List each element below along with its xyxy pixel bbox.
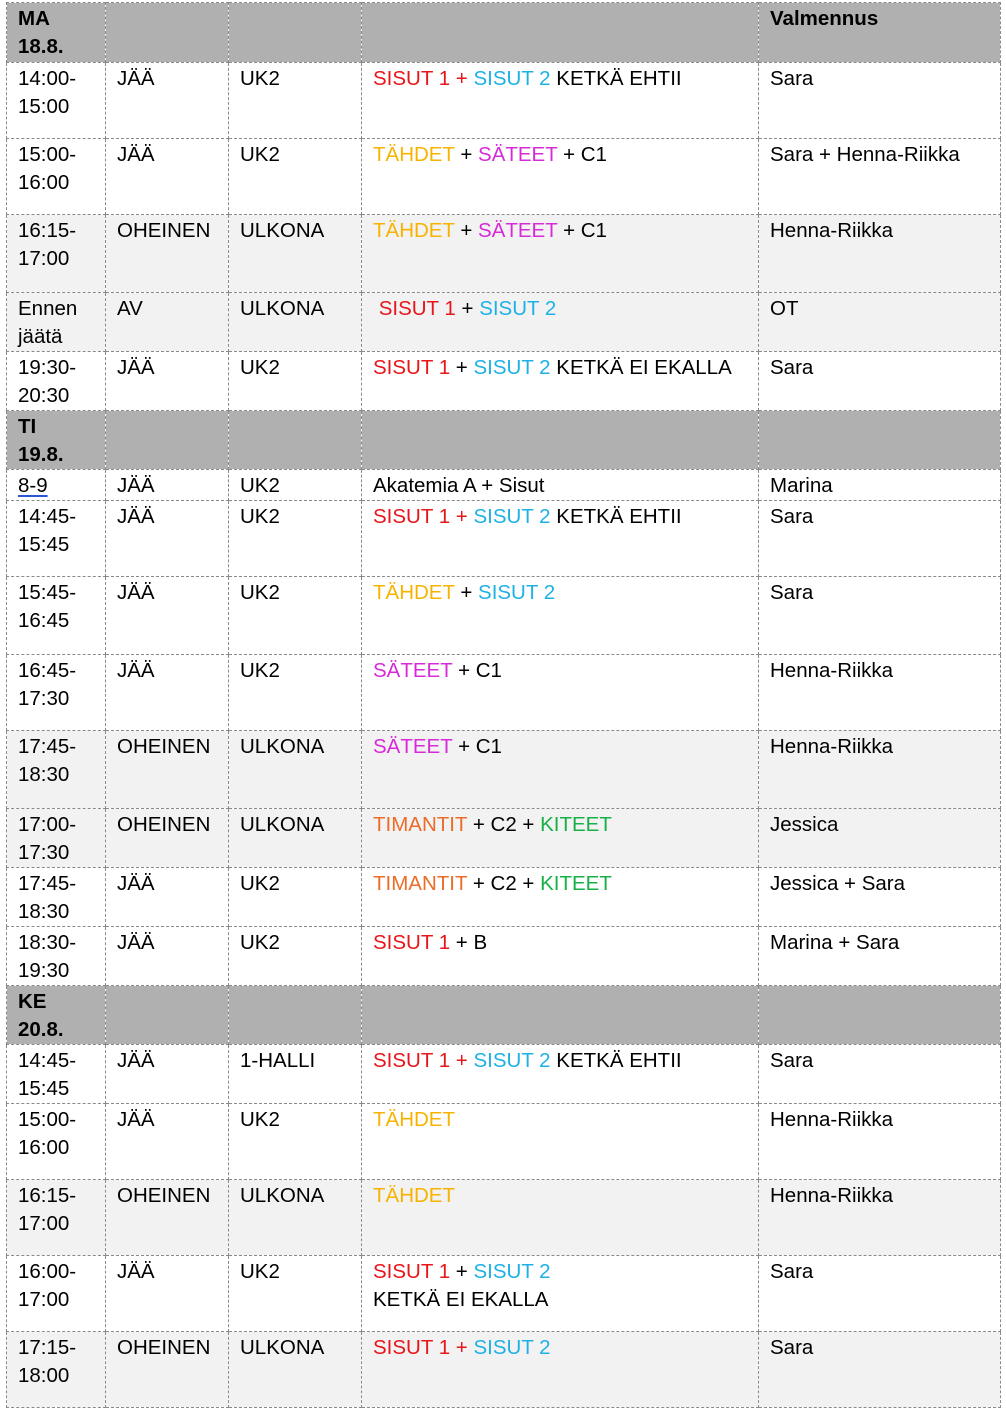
- session-groups: [362, 1332, 759, 1408]
- session-type-text: OHEINEN: [117, 813, 211, 836]
- session-coach: [759, 293, 1001, 352]
- session-time: [7, 1256, 106, 1332]
- session-type-text: JÄÄ: [117, 931, 155, 954]
- group-label: +: [450, 505, 474, 528]
- session-type: [106, 139, 229, 215]
- session-time: [7, 655, 106, 731]
- group-label: +: [454, 581, 479, 604]
- session-type: [106, 731, 229, 809]
- session-time-text: 14:00- 15:00: [18, 67, 77, 118]
- training-schedule-table: [6, 2, 1001, 1408]
- session-time-text: 16:15- 17:00: [18, 1184, 77, 1235]
- session-time-text: 17:45- 18:30: [18, 735, 77, 786]
- session-type: [106, 501, 229, 577]
- group-label: SISUT 2: [473, 67, 551, 90]
- session-coach-text: Jessica + Sara: [770, 872, 906, 895]
- session-location: [229, 1104, 362, 1180]
- group-label: +: [454, 219, 479, 242]
- group-label: TÄHDET: [373, 1108, 455, 1131]
- session-row: [7, 577, 1001, 655]
- session-type: [106, 1332, 229, 1408]
- session-location-text: 1-HALLI: [240, 1049, 316, 1072]
- session-type-text: JÄÄ: [117, 659, 155, 682]
- group-label: SISUT 2: [473, 356, 551, 379]
- session-time: [7, 927, 106, 986]
- day-header-empty-cell: [229, 3, 362, 63]
- group-label: KETKÄ EHTII: [550, 67, 682, 90]
- session-location: [229, 927, 362, 986]
- session-time-text: 15:45- 16:45: [18, 581, 77, 632]
- session-groups: [362, 352, 759, 411]
- session-coach: [759, 868, 1001, 927]
- group-label: +: [455, 297, 480, 320]
- session-coach: [759, 215, 1001, 293]
- session-row: [7, 139, 1001, 215]
- session-location-text: UK2: [240, 931, 280, 954]
- session-location-text: UK2: [240, 1108, 280, 1131]
- session-time: [7, 293, 106, 352]
- session-location-text: UK2: [240, 1260, 280, 1283]
- session-coach: [759, 1045, 1001, 1104]
- session-time-text: 16:15- 17:00: [18, 219, 77, 270]
- group-label: TÄHDET: [373, 581, 455, 604]
- group-label: SÄTEET: [478, 143, 558, 166]
- session-coach: [759, 1256, 1001, 1332]
- day-label: [7, 411, 106, 470]
- session-location: [229, 809, 362, 868]
- day-header-empty-cell: [362, 411, 759, 470]
- session-coach: [759, 352, 1001, 411]
- session-row: [7, 1332, 1001, 1408]
- session-groups: [362, 63, 759, 139]
- schedule-body: [7, 3, 1001, 1408]
- day-header-empty-cell: [362, 3, 759, 63]
- session-coach: [759, 809, 1001, 868]
- session-location: [229, 1256, 362, 1332]
- session-time: [7, 1104, 106, 1180]
- session-coach: [759, 731, 1001, 809]
- session-row: [7, 868, 1001, 927]
- session-groups: [362, 655, 759, 731]
- session-type: [106, 927, 229, 986]
- session-type-text: JÄÄ: [117, 67, 155, 90]
- session-location: [229, 293, 362, 352]
- group-label: TÄHDET: [373, 1184, 455, 1207]
- day-header-row: [7, 3, 1001, 63]
- session-coach-text: Henna-Riikka: [770, 659, 894, 682]
- session-row: [7, 352, 1001, 411]
- session-location: [229, 577, 362, 655]
- session-type: [106, 215, 229, 293]
- session-location: [229, 731, 362, 809]
- session-row: [7, 1045, 1001, 1104]
- session-time-text: 17:15- 18:00: [18, 1336, 77, 1387]
- session-type-text: JÄÄ: [117, 356, 155, 379]
- group-label: SISUT 1: [373, 356, 451, 379]
- session-groups: [362, 868, 759, 927]
- session-coach-text: Marina + Sara: [770, 931, 900, 954]
- group-label: +: [450, 67, 474, 90]
- session-groups: [362, 809, 759, 868]
- session-location-text: ULKONA: [240, 219, 325, 242]
- group-label: SISUT 1: [373, 297, 456, 320]
- session-groups: [362, 293, 759, 352]
- group-label: TIMANTIT: [373, 813, 468, 836]
- session-type-text: JÄÄ: [117, 505, 155, 528]
- session-time-text: 14:45- 15:45: [18, 1049, 77, 1100]
- session-coach-text: Sara: [770, 581, 814, 604]
- group-label: SISUT 2: [473, 1260, 551, 1283]
- session-location-text: ULKONA: [240, 813, 325, 836]
- session-location-text: ULKONA: [240, 297, 325, 320]
- group-label: SÄTEET: [373, 659, 453, 682]
- day-label-text: KE 20.8.: [18, 990, 64, 1041]
- session-time: [7, 731, 106, 809]
- session-type: [106, 470, 229, 501]
- session-location: [229, 655, 362, 731]
- session-coach: [759, 1104, 1001, 1180]
- group-label: +: [450, 356, 474, 379]
- session-location-text: UK2: [240, 474, 280, 497]
- group-label: KITEET: [540, 872, 612, 895]
- session-location-text: ULKONA: [240, 1336, 325, 1359]
- session-row: [7, 1256, 1001, 1332]
- session-coach-text: Marina: [770, 474, 833, 497]
- session-type-text: OHEINEN: [117, 219, 211, 242]
- day-header-empty-cell: [106, 3, 229, 63]
- session-row: [7, 470, 1001, 501]
- session-groups: [362, 577, 759, 655]
- session-type: [106, 809, 229, 868]
- day-label-text: MA 18.8.: [18, 7, 64, 58]
- session-type-text: JÄÄ: [117, 474, 155, 497]
- session-location-text: ULKONA: [240, 1184, 325, 1207]
- session-type: [106, 352, 229, 411]
- coach-header: [759, 411, 1001, 470]
- session-type: [106, 1256, 229, 1332]
- session-time-text: 15:00- 16:00: [18, 143, 77, 194]
- session-coach: [759, 1332, 1001, 1408]
- session-coach-text: Jessica: [770, 813, 839, 836]
- group-label: KETKÄ EI EKALLA: [550, 356, 732, 379]
- session-groups: [362, 1104, 759, 1180]
- session-groups: [362, 1256, 759, 1332]
- session-time-text: 8-9: [18, 474, 48, 497]
- day-label: [7, 986, 106, 1045]
- session-coach: [759, 577, 1001, 655]
- session-location: [229, 1180, 362, 1256]
- session-type: [106, 577, 229, 655]
- group-label: + C1: [452, 659, 502, 682]
- group-label: SISUT 1: [373, 1049, 451, 1072]
- group-label: + C2 +: [467, 872, 541, 895]
- session-row: [7, 501, 1001, 577]
- group-label: + C1: [452, 735, 502, 758]
- day-label: [7, 3, 106, 63]
- session-coach: [759, 63, 1001, 139]
- session-type: [106, 63, 229, 139]
- group-label: KETKÄ EHTII: [550, 505, 682, 528]
- day-header-row: [7, 986, 1001, 1045]
- session-time-text: 18:30- 19:30: [18, 931, 77, 982]
- session-groups: [362, 215, 759, 293]
- session-coach-text: Sara + Henna-Riikka: [770, 143, 960, 166]
- session-type: [106, 293, 229, 352]
- session-coach-text: Sara: [770, 1336, 814, 1359]
- session-type-text: JÄÄ: [117, 581, 155, 604]
- session-type-text: JÄÄ: [117, 1108, 155, 1131]
- group-label: + C1: [557, 143, 607, 166]
- session-time: [7, 1045, 106, 1104]
- session-location-text: UK2: [240, 356, 280, 379]
- session-type-text: JÄÄ: [117, 1049, 155, 1072]
- session-type: [106, 1180, 229, 1256]
- session-location: [229, 868, 362, 927]
- group-label: +: [450, 1049, 474, 1072]
- session-time: [7, 1332, 106, 1408]
- session-type-text: OHEINEN: [117, 735, 211, 758]
- session-groups: [362, 1045, 759, 1104]
- session-row: [7, 1104, 1001, 1180]
- group-label: KETKÄ EI EKALLA: [373, 1288, 549, 1311]
- session-time-text: Ennen jäätä: [18, 297, 78, 348]
- session-time: [7, 63, 106, 139]
- session-location-text: UK2: [240, 872, 280, 895]
- session-type: [106, 1045, 229, 1104]
- session-coach-text: Henna-Riikka: [770, 1108, 894, 1131]
- day-header-row: [7, 411, 1001, 470]
- group-label: +: [454, 143, 479, 166]
- session-time: [7, 1180, 106, 1256]
- session-row: [7, 731, 1001, 809]
- session-time-text: 17:00- 17:30: [18, 813, 77, 864]
- session-coach-text: Henna-Riikka: [770, 735, 894, 758]
- session-groups: [362, 927, 759, 986]
- session-coach-text: Sara: [770, 1260, 814, 1283]
- session-coach-text: Henna-Riikka: [770, 1184, 894, 1207]
- session-type-text: JÄÄ: [117, 143, 155, 166]
- session-coach: [759, 470, 1001, 501]
- session-type-text: OHEINEN: [117, 1184, 211, 1207]
- session-row: [7, 63, 1001, 139]
- session-time-text: 17:45- 18:30: [18, 872, 77, 923]
- group-label: SISUT 2: [473, 1049, 551, 1072]
- session-groups: [362, 139, 759, 215]
- group-label: SISUT 1: [373, 67, 451, 90]
- group-label: SÄTEET: [373, 735, 453, 758]
- session-type-text: JÄÄ: [117, 872, 155, 895]
- session-groups: [362, 731, 759, 809]
- group-label: KETKÄ EHTII: [550, 1049, 682, 1072]
- group-label: SISUT 1: [373, 1336, 451, 1359]
- group-label: TÄHDET: [373, 143, 455, 166]
- session-location: [229, 215, 362, 293]
- group-label: TÄHDET: [373, 219, 455, 242]
- group-label: KITEET: [540, 813, 612, 836]
- day-label-text: TI 19.8.: [18, 415, 64, 466]
- group-label: +: [450, 1336, 474, 1359]
- session-coach: [759, 501, 1001, 577]
- session-location: [229, 470, 362, 501]
- session-time: [7, 501, 106, 577]
- session-row: [7, 1180, 1001, 1256]
- session-time-text: 16:00- 17:00: [18, 1260, 77, 1311]
- session-type: [106, 655, 229, 731]
- group-label: +: [450, 1260, 474, 1283]
- session-row: [7, 809, 1001, 868]
- session-time: [7, 139, 106, 215]
- session-time: [7, 470, 106, 501]
- day-header-empty-cell: [229, 411, 362, 470]
- group-label: + B: [450, 931, 488, 954]
- day-header-empty-cell: [106, 986, 229, 1045]
- session-location-text: UK2: [240, 143, 280, 166]
- session-location: [229, 1045, 362, 1104]
- session-location: [229, 501, 362, 577]
- session-location: [229, 139, 362, 215]
- session-type: [106, 1104, 229, 1180]
- session-time: [7, 868, 106, 927]
- session-type-text: AV: [117, 297, 143, 320]
- group-label: + C1: [557, 219, 607, 242]
- session-time-text: 16:45- 17:30: [18, 659, 77, 710]
- session-coach-text: Sara: [770, 1049, 814, 1072]
- session-groups: [362, 470, 759, 501]
- session-location-text: ULKONA: [240, 735, 325, 758]
- group-label: SISUT 2: [478, 581, 556, 604]
- session-location-text: UK2: [240, 581, 280, 604]
- session-coach: [759, 927, 1001, 986]
- coach-header-text: Valmennus: [770, 7, 879, 30]
- session-time: [7, 215, 106, 293]
- session-location: [229, 1332, 362, 1408]
- session-time-text: 15:00- 16:00: [18, 1108, 77, 1159]
- session-coach: [759, 139, 1001, 215]
- session-location-text: UK2: [240, 659, 280, 682]
- session-type: [106, 868, 229, 927]
- session-time: [7, 352, 106, 411]
- session-coach-text: Sara: [770, 505, 814, 528]
- session-coach-text: Sara: [770, 356, 814, 379]
- session-time-text: 14:45- 15:45: [18, 505, 77, 556]
- session-row: [7, 927, 1001, 986]
- day-header-empty-cell: [362, 986, 759, 1045]
- session-location: [229, 63, 362, 139]
- day-header-empty-cell: [106, 411, 229, 470]
- group-label: SISUT 2: [473, 1336, 551, 1359]
- session-row: [7, 293, 1001, 352]
- session-row: [7, 215, 1001, 293]
- session-type-text: OHEINEN: [117, 1336, 211, 1359]
- group-label: SISUT 1: [373, 931, 451, 954]
- group-label: SISUT 2: [473, 505, 551, 528]
- session-coach-text: Henna-Riikka: [770, 219, 894, 242]
- coach-header: [759, 986, 1001, 1045]
- group-label: TIMANTIT: [373, 872, 468, 895]
- session-groups: [362, 501, 759, 577]
- session-coach: [759, 1180, 1001, 1256]
- session-location: [229, 352, 362, 411]
- group-label: SISUT 1: [373, 1260, 451, 1283]
- group-label: SISUT 1: [373, 505, 451, 528]
- coach-header: [759, 3, 1001, 63]
- session-type-text: JÄÄ: [117, 1260, 155, 1283]
- session-time: [7, 577, 106, 655]
- session-location-text: UK2: [240, 67, 280, 90]
- group-label: SISUT 2: [479, 297, 557, 320]
- session-location-text: UK2: [240, 505, 280, 528]
- day-header-empty-cell: [229, 986, 362, 1045]
- session-coach-text: Sara: [770, 67, 814, 90]
- group-label: + C2 +: [467, 813, 541, 836]
- group-label: Akatemia A + Sisut: [373, 474, 545, 497]
- session-coach-text: OT: [770, 297, 799, 320]
- session-groups: [362, 1180, 759, 1256]
- session-time: [7, 809, 106, 868]
- session-coach: [759, 655, 1001, 731]
- group-label: SÄTEET: [478, 219, 558, 242]
- session-row: [7, 655, 1001, 731]
- session-time-text: 19:30- 20:30: [18, 356, 77, 407]
